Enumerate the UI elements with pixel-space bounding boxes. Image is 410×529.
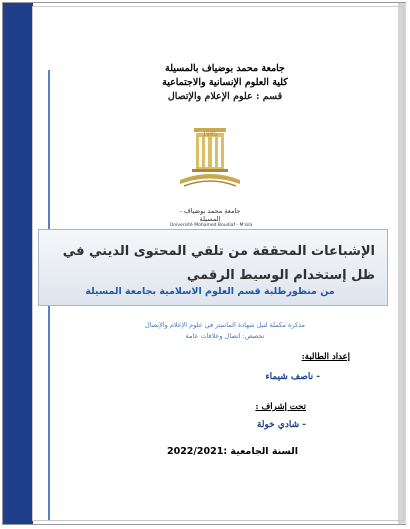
logo-emblem-icon	[170, 128, 250, 203]
thesis-title: الإشباعات المحققة من تلقي المحتوى الديني في ظل إستخدام الوسيط الرقمي	[62, 244, 375, 283]
academic-year: السنة الجامعية :2022/2021	[166, 446, 298, 457]
supervisor-block	[60, 402, 306, 430]
supervisor-label: تحت إشراف :	[255, 402, 306, 412]
memo-degree: مذكرة مكملة لنيل شهادة الماستر في علوم الإعلام والإتصال	[144, 321, 306, 329]
thesis-subtitle: من منظورطلبة قسم العلوم الاسلامية بجامعة المسيلة	[85, 286, 335, 297]
student-name: - ناصف شيماء	[265, 372, 320, 382]
memo-specialty: تخصص: اتصال وعلاقات عامة	[185, 332, 265, 340]
logo-french-name: Université Mohamed Boudiaf - M'sila	[170, 223, 253, 228]
university-header	[120, 62, 330, 104]
student-block	[60, 352, 350, 382]
left-decorative-bar	[3, 3, 33, 524]
faculty-name: كلية العلوم الإنسانية والاجتماعية	[162, 77, 288, 88]
university-name: جامعة محمد بوضياف بالمسيلة	[165, 63, 285, 74]
logo-arabic-name: جامعة محمد بوضياف - المسيلة	[179, 207, 241, 223]
department-name: قسم : علوم الإعلام والإتصال	[167, 91, 283, 102]
student-label: إعداد الطالبة:	[301, 352, 350, 362]
university-logo	[170, 128, 253, 228]
supervisor-name: - شادي خولة	[256, 420, 306, 430]
memo-description	[60, 320, 390, 342]
thesis-title-box	[38, 229, 388, 306]
logo-year: 1985	[202, 131, 218, 138]
